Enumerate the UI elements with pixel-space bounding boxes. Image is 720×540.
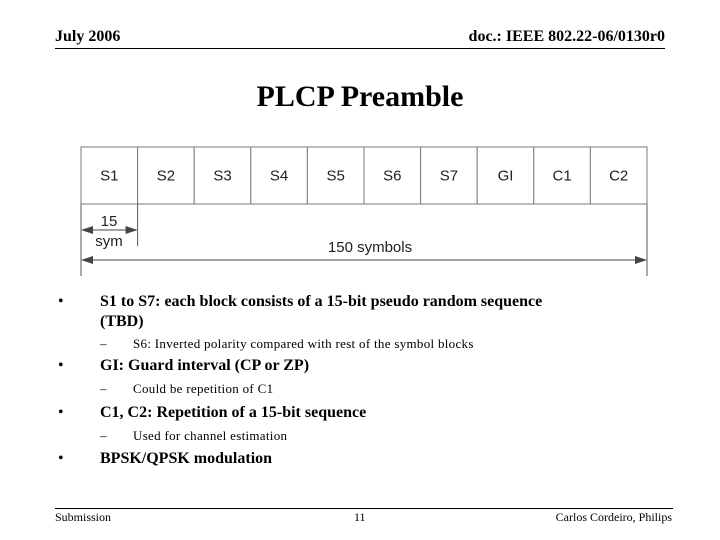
preamble-blocks — [81, 147, 647, 204]
block-s6 — [364, 147, 421, 204]
sub-bullet-marker: – — [100, 428, 107, 443]
block-label: S7 — [439, 167, 459, 185]
sub-bullet-text: Used for channel estimation — [133, 428, 288, 443]
sub-bullet-s6 — [58, 335, 678, 353]
block-label: S6 — [383, 167, 402, 185]
block-c2 — [590, 147, 647, 204]
block-s1 — [81, 147, 138, 204]
bullet-s1-s7 — [58, 292, 678, 332]
block-label: S4 — [269, 167, 289, 185]
sub-bullet-marker: – — [100, 336, 107, 351]
block-s4 — [251, 147, 308, 204]
footer-rule — [55, 508, 673, 509]
bullet-marker: • — [58, 293, 64, 310]
span-150-left-arrow — [81, 256, 93, 264]
sub-bullet-text: S6: Inverted polarity compared with rest of the symbol blocks — [133, 336, 474, 351]
bullet-text-continued: (TBD) — [100, 313, 144, 330]
span-15-left-arrow — [81, 226, 93, 234]
block-label: C1 — [552, 167, 572, 185]
block-c1 — [534, 147, 591, 204]
footer-author: Carlos Cordeiro, Philips — [555, 510, 672, 524]
header-doc-id: doc.: IEEE 802.22-06/0130r0 — [468, 28, 665, 45]
bullet-marker: • — [58, 357, 64, 374]
sub-bullet-marker: – — [100, 381, 107, 396]
block-label: S1 — [100, 167, 119, 185]
bullet-c1-c2 — [58, 403, 678, 423]
bullet-text: S1 to S7: each block consists of a 15-bit pseudo random sequence — [100, 293, 543, 310]
block-s7 — [421, 147, 478, 204]
block-label: S3 — [213, 167, 232, 185]
bullet-marker: • — [58, 404, 64, 421]
bullet-text: GI: Guard interval (CP or ZP) — [100, 357, 310, 374]
bullet-list — [58, 292, 678, 469]
block-s3 — [194, 147, 251, 204]
span-150-right-arrow — [635, 256, 647, 264]
span-15-sym — [81, 213, 138, 250]
span-15-right-arrow — [126, 226, 138, 234]
block-s5 — [307, 147, 364, 204]
bullet-text: BPSK/QPSK modulation — [100, 450, 273, 467]
bullet-modulation — [58, 449, 678, 469]
block-label: S2 — [156, 167, 176, 185]
span-150-symbols — [81, 239, 647, 264]
span-15-label-line1: 15 — [100, 213, 118, 230]
slide-title: PLCP Preamble — [256, 80, 464, 113]
header-date: July 2006 — [55, 28, 121, 45]
footer-submission: Submission — [55, 510, 112, 524]
sub-bullet-c1-c2 — [58, 427, 678, 445]
bullet-gi — [58, 356, 678, 376]
sub-bullet-gi — [58, 380, 678, 398]
footer-page-number: 11 — [354, 510, 366, 524]
block-label: C2 — [609, 167, 629, 185]
sub-bullet-text: Could be repetition of C1 — [133, 381, 274, 396]
bullet-marker: • — [58, 450, 64, 467]
block-label: S5 — [326, 167, 345, 185]
span-150-label: 150 symbols — [327, 239, 413, 256]
block-gi — [477, 147, 534, 204]
block-label: GI — [497, 167, 514, 185]
span-15-label-line2: sym — [95, 233, 123, 250]
bullet-text: C1, C2: Repetition of a 15-bit sequence — [100, 404, 367, 421]
block-s2 — [138, 147, 195, 204]
